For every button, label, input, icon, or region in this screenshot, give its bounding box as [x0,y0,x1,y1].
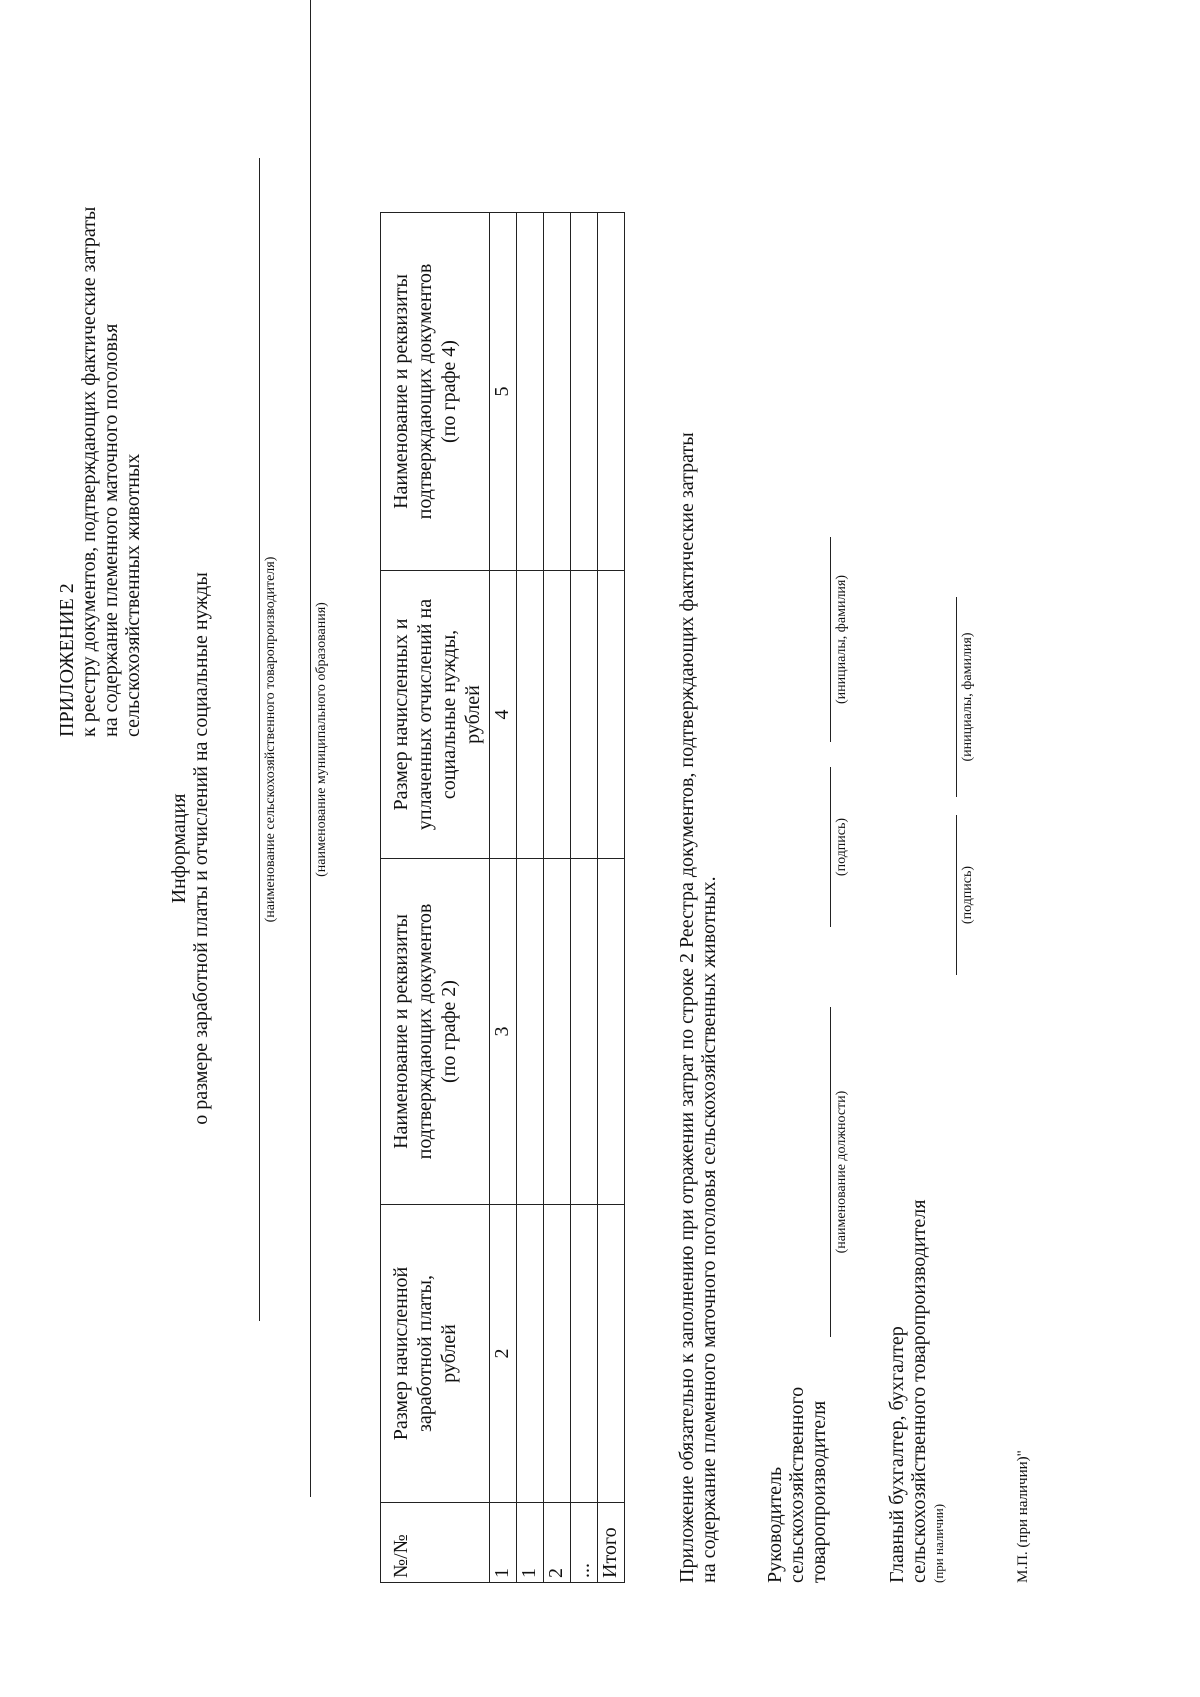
table-cell [544,1205,571,1503]
accountant-signature-caption: (подпись) [960,865,975,925]
table-cell: 3 [490,859,517,1205]
table-cell [571,571,598,859]
table-cell: 2 [490,1205,517,1503]
table-cell [571,1205,598,1503]
head-signature-caption: (подпись) [834,817,849,877]
accountant-signature-line [956,815,957,975]
head-name-line [830,537,831,742]
head-label: Руководитель сельскохозяйственного товаропроизводителя [764,1386,830,1583]
table-cell: 1 [517,1503,544,1583]
head-name-caption: (инициалы, фамилия) [834,574,849,705]
salary-table [380,212,625,1583]
table-cell: 5 [490,213,517,571]
stamp-label: М.П. (при наличии)" [1015,1450,1031,1583]
table-column-number-row [490,213,517,1583]
appendix-line: к реестру документов, подтверждающих фактические затраты [78,206,100,737]
table-cell [598,571,625,859]
note-line: на содержание племенного маточного поголовья сельскохозяйственных животных. [698,876,720,1583]
producer-caption: (наименование сельскохозяйственного товаропроизводителя) [263,556,278,923]
accountant-optional-note: (при наличии) [931,1503,946,1583]
table-cell [517,1205,544,1503]
table-cell: Итого [598,1503,625,1583]
header-social-contributions: Размер начисленных и уплаченных отчислений на социальные нужды, рублей [381,571,490,859]
table-cell: 1 [490,1503,517,1583]
head-position-line [830,1007,831,1337]
table-cell [544,571,571,859]
table-cell [517,571,544,859]
table-row [571,213,598,1583]
appendix-block [56,207,144,737]
table-cell [571,859,598,1205]
table-cell [517,213,544,571]
municipality-name-line [310,0,311,1497]
table-cell [544,213,571,571]
producer-name-line [259,158,260,1321]
table-row [544,213,571,1583]
table-total-row [598,213,625,1583]
appendix-line: на содержание племенного маточного поголовья [100,323,122,737]
document-subtitle: о размере заработной платы и отчислений на социальные нужды [190,572,212,1125]
header-salary-docs: Наименование и реквизиты подтверждающих документов (по графе 2) [381,859,490,1205]
table-cell [598,1205,625,1503]
document-title: Информация [168,793,190,904]
note-line: Приложение обязательно к заполнению при отражении затрат по строке 2 Реестра документов, подтверждающих фактические затраты [676,432,698,1583]
table-cell [517,859,544,1205]
table-cell [598,859,625,1205]
accountant-name-line [956,597,957,797]
table-cell: 2 [544,1503,571,1583]
table-cell [571,213,598,571]
header-salary: Размер начисленной заработной платы, рублей [381,1205,490,1503]
table-cell [544,859,571,1205]
table-cell: 4 [490,571,517,859]
header-contribution-docs: Наименование и реквизиты подтверждающих документов (по графе 4) [381,213,490,571]
head-signature-line [830,767,831,927]
header-number: №/№ [381,1503,490,1583]
appendix-line: сельскохозяйственных животных [122,453,144,737]
table-cell: ... [571,1503,598,1583]
table-cell [598,213,625,571]
table-row [517,213,544,1583]
municipality-caption: (наименование муниципального образования) [314,602,329,877]
appendix-note [676,432,720,1583]
accountant-name-caption: (инициалы, фамилия) [960,632,975,762]
accountant-label: Главный бухгалтер, бухгалтер сельскохозяйственного товаропроизводителя [886,1199,930,1583]
table-header-row [381,213,490,1583]
appendix-title: ПРИЛОЖЕНИЕ 2 [56,583,78,737]
head-position-caption: (наименование должности) [834,1090,849,1254]
